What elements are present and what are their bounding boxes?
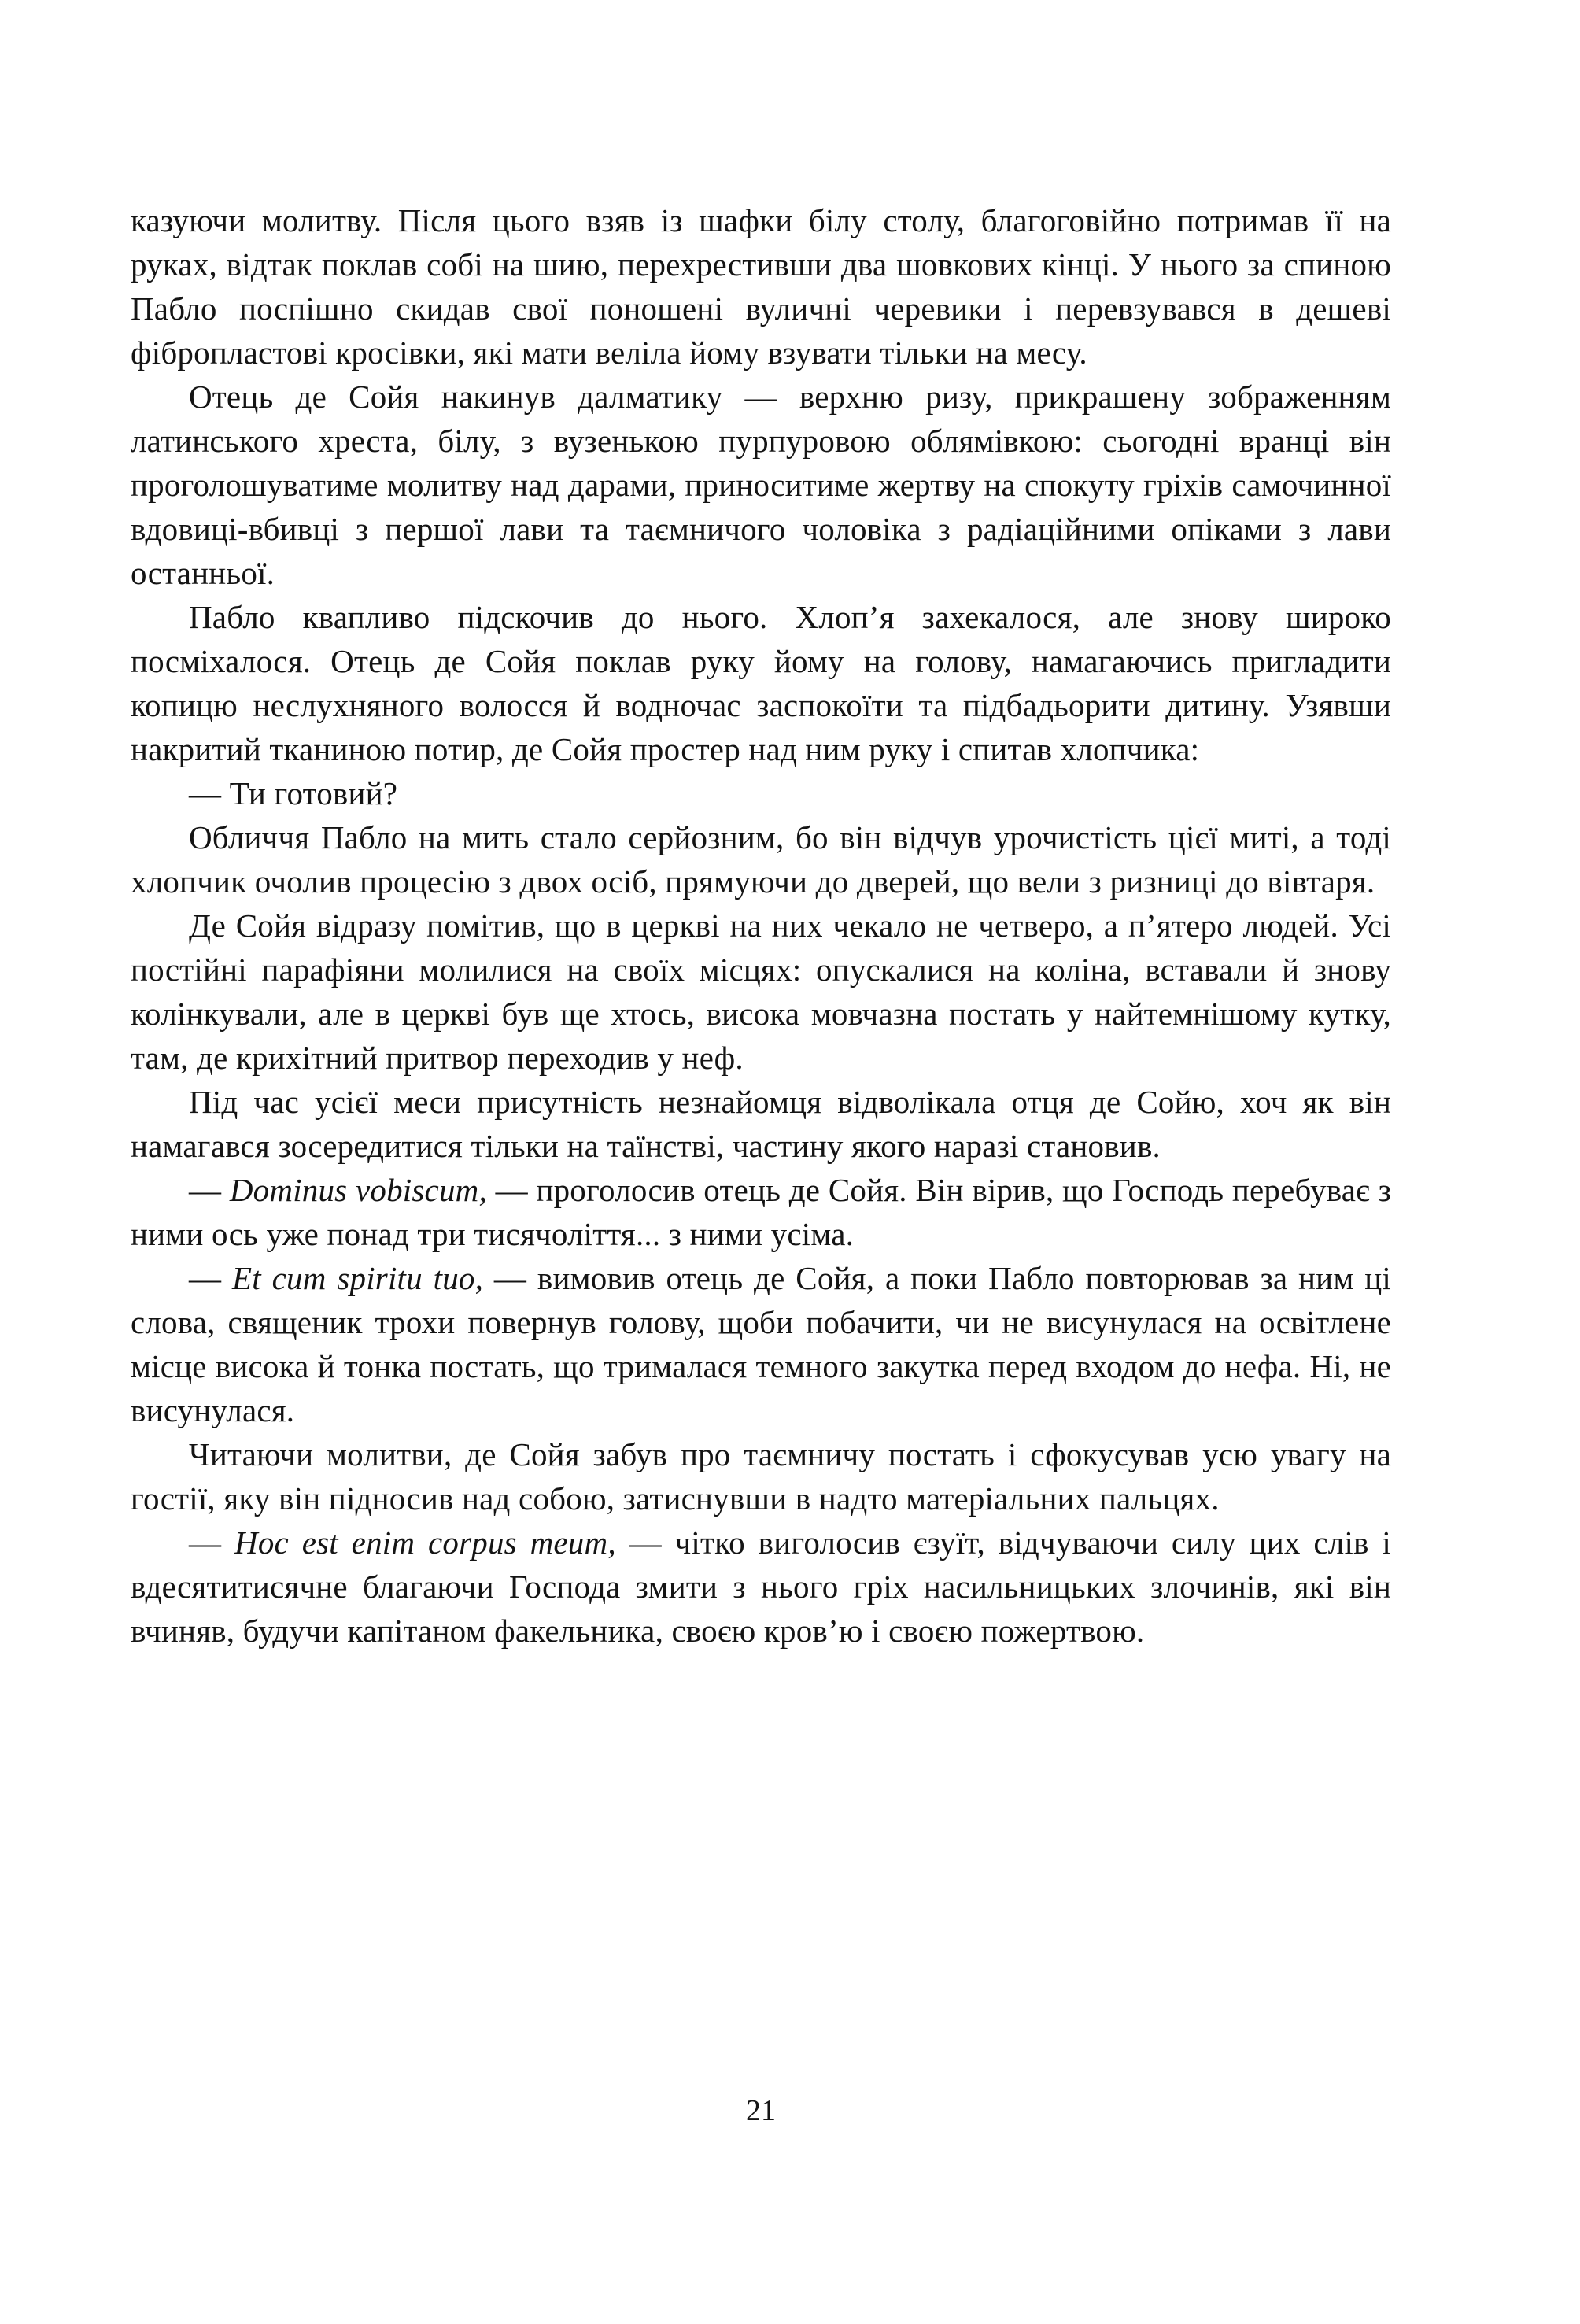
text-segment: — <box>189 1260 233 1296</box>
text-segment: казуючи молитву. Після цього взяв із шафки білу столу, благоговійно потримав її на руках, відтак поклав собі на шию, перехрестивши два шовкових кінці. У нього за спиною Пабло поспішно скидав свої поношені вуличні черевики і перевзувався в дешеві фібропластові кросівки, які мати веліла йому взувати тільки на месу. <box>131 202 1391 371</box>
text-segment: — Ти готовий? <box>189 775 398 811</box>
latin-phrase: Dominus vobiscum, <box>229 1172 487 1208</box>
paragraph <box>131 198 1391 375</box>
paragraph <box>131 595 1391 771</box>
text-segment: Читаючи молитви, де Сойя забув про таємничу постать і сфокусував усю увагу на гостії, яку він підносив над собою, затиснувши в надто матеріальних пальцях. <box>131 1436 1391 1517</box>
paragraph <box>131 1168 1391 1256</box>
paragraph <box>131 1256 1391 1432</box>
text-segment: Пабло квапливо підскочив до нього. Хлоп’я захекалося, але знову широко посміхалося. Отець де Сойя поклав руку йому на голову, намагаючись пригладити копицю неслухняного волосся й водночас заспокоїти та підбадьорити дитину. Узявши накритий тканиною потир, де Сойя простер над ним руку і спитав хлопчика: <box>131 599 1391 767</box>
paragraph <box>131 903 1391 1080</box>
text-segment: — вимовив отець де Сойя, а поки Пабло повторював за ним ці слова, священик трохи повернув голову, щоби побачити, чи не висунулася на освітлене місце висока й тонка постать, що трималася темного закутка перед входом до нефа. Ні, не висунулася. <box>131 1260 1391 1428</box>
latin-phrase: Hoc est enim corpus meum, <box>234 1524 616 1561</box>
paragraph <box>131 1520 1391 1653</box>
paragraph <box>131 1432 1391 1520</box>
text-segment: Обличчя Пабло на мить стало серйозним, бо він відчув урочистість цієї миті, а тоді хлопчик очолив процесію з двох осіб, прямуючи до дверей, що вели з ризниці до вівтаря. <box>131 819 1391 900</box>
page-number: 21 <box>746 2094 776 2127</box>
text-segment: Отець де Сойя накинув далматику — верхню ризу, прикрашену зображенням латинського хреста, білу, з вузенькою пурпуровою облямівкою: сьогодні вранці він проголошуватиме молитву над дарами, приноситиме жертву на спокуту гріхів самочинної вдовиці-вбивці з першої лави та таємничого чоловіка з радіаційними опіками з лави останньої. <box>131 379 1391 591</box>
paragraph <box>131 1080 1391 1168</box>
text-segment: — чітко виголосив єзуїт, відчуваючи силу цих слів і вдесятитисячне благаючи Господа змити з нього гріх насильницьких злочинів, які він вчиняв, будучи капітаном факельника, своєю кров’ю і своєю пожертвою. <box>131 1524 1392 1649</box>
paragraph <box>131 771 1391 815</box>
text-segment: Де Сойя відразу помітив, що в церкві на них чекало не четверо, а п’ятеро людей. Усі постійні парафіяни молилися на своїх місцях: опускалися на коліна, вставали й знову колінкували, але в церкві був ще хтось, висока мовчазна постать у найтемнішому кутку, там, де крихітний притвор переходив у неф. <box>131 907 1391 1076</box>
text-segment: Під час усієї меси присутність незнайомця відволікала отця де Сойю, хоч як він намагався зосередитися тільки на таїнстві, частину якого наразі становив. <box>131 1084 1391 1164</box>
page-text <box>131 198 1391 1653</box>
text-segment: — проголосив отець де Сойя. Він вірив, що Господь перебуває з ними ось уже понад три тисячоліття... з ними усіма. <box>131 1172 1391 1252</box>
text-segment: — <box>189 1524 235 1561</box>
paragraph <box>131 815 1391 903</box>
text-segment: — <box>189 1172 230 1208</box>
paragraph <box>131 375 1391 595</box>
latin-phrase: Et cum spiritu tuo, <box>232 1260 484 1296</box>
